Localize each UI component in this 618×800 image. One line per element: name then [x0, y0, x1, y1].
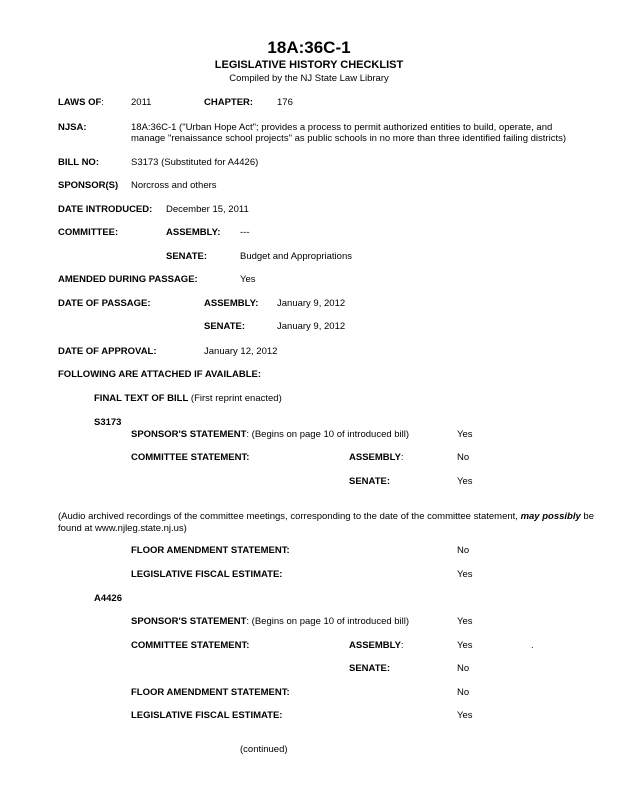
sponsors-value: Norcross and others	[131, 180, 217, 191]
attached-heading: FOLLOWING ARE ATTACHED IF AVAILABLE:	[58, 369, 261, 380]
passage-assembly-value: January 9, 2012	[277, 298, 346, 309]
a4426-committee-statement-label: COMMITTEE STATEMENT:	[131, 640, 250, 651]
s3173-committee-statement-label: COMMITTEE STATEMENT:	[131, 452, 250, 463]
s3173-sponsor-statement: SPONSOR'S STATEMENT: (Begins on page 10 of introduced bill)	[131, 429, 410, 440]
audio-note: (Audio archived recordings of the committee meetings, corresponding to the date of the committee statement, may possibly be found at www.njleg.state.nj.us)	[58, 511, 594, 534]
a4426-sponsor-statement: SPONSOR'S STATEMENT: (Begins on page 10 of introduced bill)	[131, 616, 410, 627]
s3173-fiscal-estimate-value: Yes	[457, 569, 473, 580]
date-introduced-label: DATE INTRODUCED:	[58, 204, 153, 215]
s3173-label: S3173	[94, 417, 122, 428]
a4426-label: A4426	[94, 593, 122, 604]
chapter-value: 176	[277, 97, 293, 108]
s3173-sponsor-statement-value: Yes	[457, 429, 473, 440]
s3173-senate-value: Yes	[457, 476, 473, 487]
committee-assembly-label: ASSEMBLY:	[166, 227, 221, 238]
passage-assembly-label: ASSEMBLY:	[204, 298, 259, 309]
passage-senate-value: January 9, 2012	[277, 321, 346, 332]
a4426-floor-amendment-label: FLOOR AMENDMENT STATEMENT:	[131, 687, 290, 698]
passage-senate-label: SENATE:	[204, 321, 245, 332]
date-introduced-value: December 15, 2011	[166, 204, 249, 215]
njsa-line-2: manage "renaissance school projects" as public schools in no more than three identified failing districts)	[131, 133, 567, 144]
page-title: 18A:36C-1	[267, 38, 351, 57]
a4426-assembly-label: ASSEMBLY:	[349, 640, 404, 651]
bill-no-label: BILL NO:	[58, 157, 99, 168]
a4426-floor-amendment-value: No	[457, 687, 470, 698]
amended-label: AMENDED DURING PASSAGE:	[58, 274, 198, 285]
njsa-line-1: 18A:36C-1 ("Urban Hope Act"; provides a process to permit authorized entities to build, operate, and	[131, 122, 553, 133]
a4426-assembly-value: Yes	[457, 640, 473, 651]
bill-no-value: S3173 (Substituted for A4426)	[131, 157, 259, 168]
a4426-fiscal-estimate-value: Yes	[457, 710, 473, 721]
s3173-assembly-value: No	[457, 452, 470, 463]
committee-senate-label: SENATE:	[166, 251, 207, 262]
laws-of-label: LAWS OF:	[58, 97, 104, 108]
document-subtitle: LEGISLATIVE HISTORY CHECKLIST	[214, 59, 404, 71]
committee-senate-value: Budget and Appropriations	[240, 251, 352, 262]
chapter-label: CHAPTER:	[204, 97, 254, 108]
sponsors-label: SPONSOR(S)	[58, 180, 119, 191]
approval-value: January 12, 2012	[204, 346, 278, 357]
s3173-floor-amendment-value: No	[457, 545, 470, 556]
stray-period-mark: .	[531, 640, 534, 651]
final-text-line: FINAL TEXT OF BILL (First reprint enacted)	[94, 393, 282, 404]
amended-value: Yes	[240, 274, 256, 285]
committee-label: COMMITTEE:	[58, 227, 119, 238]
s3173-senate-label: SENATE:	[349, 476, 390, 487]
continued-note: (continued)	[240, 744, 288, 755]
a4426-senate-value: No	[457, 663, 470, 674]
laws-of-value: 2011	[131, 97, 152, 108]
approval-label: DATE OF APPROVAL:	[58, 346, 157, 357]
njsa-label: NJSA:	[58, 122, 87, 133]
s3173-assembly-label: ASSEMBLY:	[349, 452, 404, 463]
compiled-by: Compiled by the NJ State Law Library	[229, 73, 389, 84]
s3173-floor-amendment-label: FLOOR AMENDMENT STATEMENT:	[131, 545, 290, 556]
committee-assembly-value: ---	[240, 227, 250, 238]
a4426-fiscal-estimate-label: LEGISLATIVE FISCAL ESTIMATE:	[131, 710, 283, 721]
a4426-sponsor-statement-value: Yes	[457, 616, 473, 627]
a4426-senate-label: SENATE:	[349, 663, 390, 674]
s3173-fiscal-estimate-label: LEGISLATIVE FISCAL ESTIMATE:	[131, 569, 283, 580]
passage-label: DATE OF PASSAGE:	[58, 298, 151, 309]
